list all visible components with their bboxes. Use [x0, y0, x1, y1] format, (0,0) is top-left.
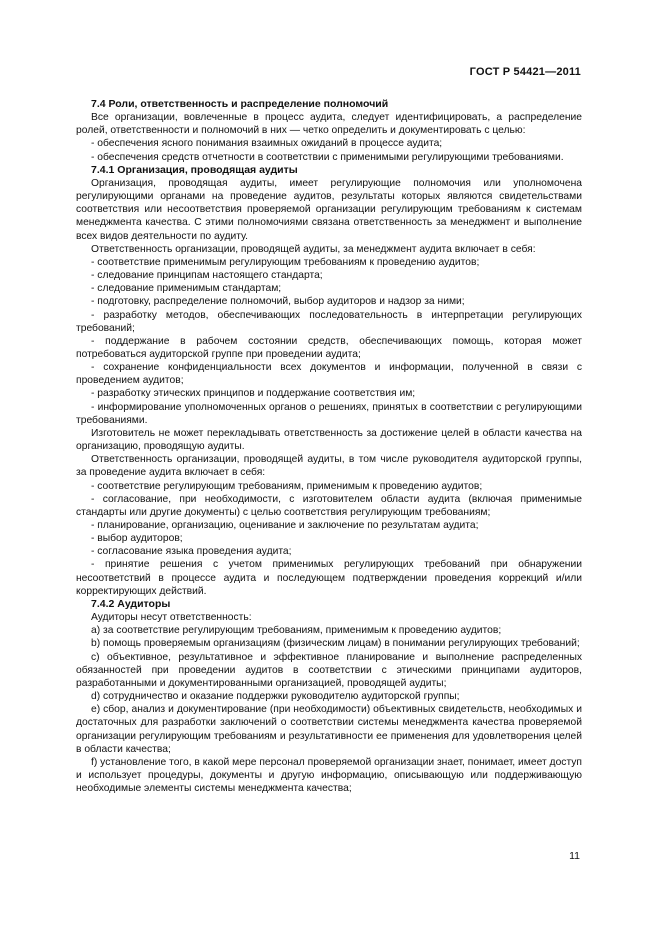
list-item: - сохранение конфиденциальности всех документов и информации, полученной в связи с проведением аудитов; [76, 362, 582, 387]
section-heading-7-4-1: 7.4.1 Организация, проводящая аудиты [91, 163, 298, 176]
list-item: - соответствие регулирующим требованиям, применимым к проведению аудитов; [91, 480, 483, 492]
paragraph: Изготовитель не может перекладывать ответственность за достижение целей в области качества на организацию, проводящую аудиты. [76, 427, 582, 453]
list-item: - соответствие применимым регулирующим требованиям к проведению аудитов; [91, 256, 480, 268]
paragraph: Организация, проводящая аудиты, имеет регулирующие полномочия или уполномочена регулирующими органами на проведение аудитов, результаты которых являются свидетельствами соответствия или несоответствия проверяемой организации регулирующим требованиям к системам менеджмента качества. С этими полномочиями связана ответственность за менеджмент и выполнение всех видов деятельности по аудиту. [76, 177, 582, 242]
paragraph: Аудиторы несут ответственность: [91, 612, 252, 624]
list-item: - выбор аудиторов; [91, 533, 183, 545]
list-item: - разработку методов, обеспечивающих последовательность в интерпретации регулирующих требований; [76, 309, 582, 334]
list-item: d) сотрудничество и оказание поддержки руководителю аудиторской группы; [91, 691, 460, 703]
list-item: e) сбор, анализ и документирование (при необходимости) объективных свидетельств, необходимых и достаточных для разработки заключений о соответствии системы менеджмента качества проверяемой организации регулирующим требованиям и результативности ее применения для удовлетворения целей в области качества; [76, 704, 582, 755]
paragraph: Ответственность организации, проводящей аудиты, за менеджмент аудита включает в себя: [91, 243, 536, 255]
list-item: - обеспечения средств отчетности в соответствии с применимыми регулирующими требованиями. [91, 151, 564, 163]
list-item: - обеспечения ясного понимания взаимных ожиданий в процессе аудита; [91, 138, 443, 150]
list-item: - информирование уполномоченных органов о решениях, принятых в соответствии с регулирующими требованиями. [76, 401, 582, 426]
list-item: - следование принципам настоящего стандарта; [91, 270, 323, 282]
list-item: - принятие решения с учетом применимых регулирующих требований при обнаружении несоответствий в процессе аудита и последующем подтверждении проведения коррекций и/или корректирующих действий. [76, 559, 582, 597]
section-heading-7-4-2: 7.4.2 Аудиторы [91, 597, 171, 610]
list-item: b) помощь проверяемым организациям (физическим лицам) в понимании регулирующих требований; [91, 638, 580, 650]
document-id: ГОСТ Р 54421—2011 [469, 66, 581, 78]
list-item: - следование применимым стандартам; [91, 283, 282, 295]
list-item: a) за соответствие регулирующим требованиям, применимым к проведению аудитов; [91, 625, 502, 637]
list-item: - разработку этических принципов и поддержание соответствия им; [91, 388, 416, 400]
list-item: - согласование языка проведения аудита; [91, 546, 292, 558]
paragraph: Все организации, вовлеченные в процесс аудита, следует идентифицировать, а распределение ролей, ответственности и полномочий в них — четко определить и документировать с целью: [76, 112, 582, 137]
page-number: 11 [569, 850, 580, 862]
list-item: - согласование, при необходимости, с изготовителем области аудита (включая применимые стандарты или другие документы) с целью соответствия регулирующим требованиям; [76, 493, 582, 518]
list-item: - поддержание в рабочем состоянии средств, обеспечивающих помощь, которая может потребоваться аудиторской группе при проведении аудита; [76, 335, 582, 360]
section-heading-7-4: 7.4 Роли, ответственность и распределение полномочий [91, 98, 389, 110]
document-body [76, 98, 582, 795]
list-item: - планирование, организацию, оценивание и заключение по результатам аудита; [91, 520, 479, 531]
list-item: c) объективное, результативное и эффективное планирование и выполнение распределенных обязанностей при проведении аудитов в соответствии с этическими принципами аудиторов, разработанными и документированными организацией, проводящей аудиты; [76, 651, 582, 689]
paragraph: Ответственность организации, проводящей аудиты, в том числе руководителя аудиторской группы, за проведение аудита включает в себя: [76, 454, 582, 479]
list-item: f) установление того, в какой мере персонал проверяемой организации знает, понимает, имеет доступ и использует процедуры, документы и другую информацию, описывающую или поддерживающую необходимые элементы системы менеджмента качества; [76, 756, 582, 795]
list-item: - подготовку, распределение полномочий, выбор аудиторов и надзор за ними; [91, 296, 465, 308]
